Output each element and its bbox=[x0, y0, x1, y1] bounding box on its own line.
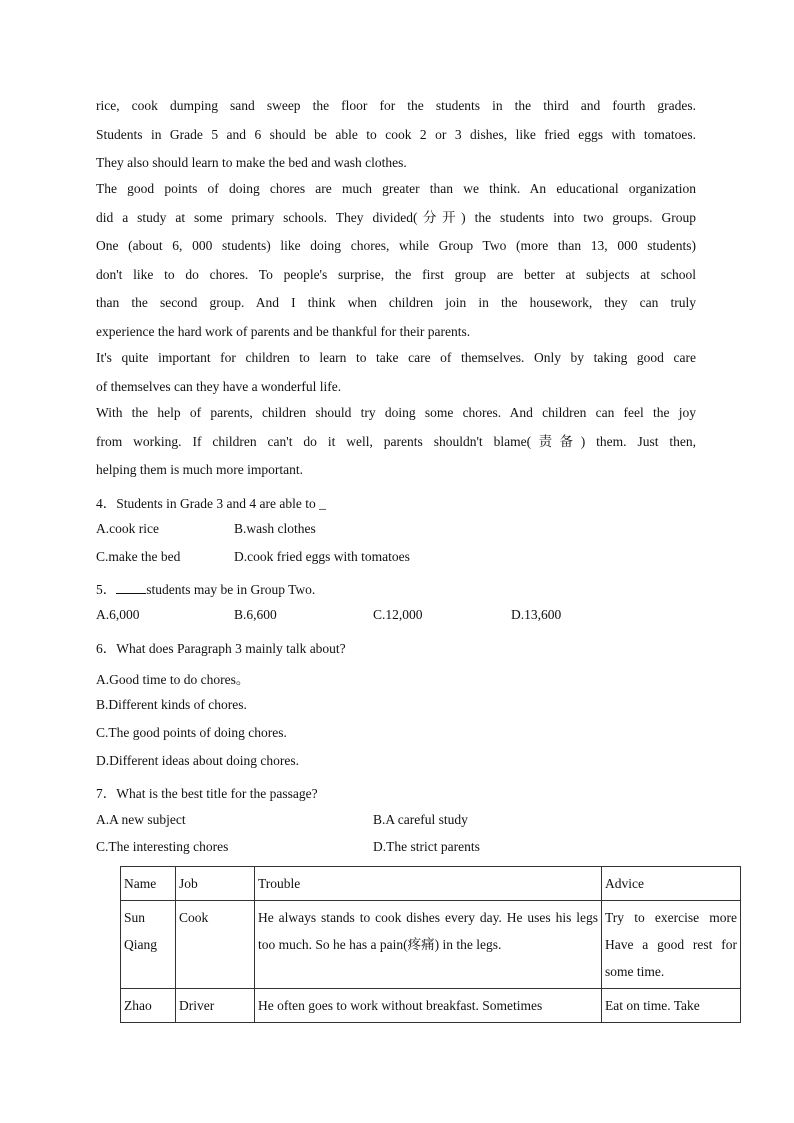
question-4-option-b: B.wash clothes bbox=[234, 521, 316, 536]
header-name: Name bbox=[121, 867, 176, 901]
text-line: than the second group. And I think when children join in the housework, they can truly bbox=[96, 295, 696, 310]
passage-paragraph-4 bbox=[96, 399, 696, 485]
passage-paragraph-3 bbox=[96, 344, 696, 401]
question-6-option-b: B.Different kinds of chores. bbox=[96, 697, 247, 712]
header-trouble: Trouble bbox=[255, 867, 602, 901]
question-7-option-c: C.The interesting chores bbox=[96, 839, 229, 854]
question-4-option-d: D.cook fried eggs with tomatoes bbox=[234, 549, 410, 564]
cell-trouble: He often goes to work without breakfast. Sometimes bbox=[255, 989, 602, 1023]
cell-job: Driver bbox=[176, 989, 255, 1023]
text-line: experience the hard work of parents and be thankful for their parents. bbox=[96, 323, 471, 339]
text-line: They also should learn to make the bed and wash clothes. bbox=[96, 155, 407, 170]
cell-trouble: He always stands to cook dishes every day. He uses his legs too much. So he has a pain(疼痛) in the legs. bbox=[255, 901, 602, 989]
text-line: It's quite important for children to learn to take care of themselves. Only by taking good care bbox=[96, 350, 696, 365]
table-row bbox=[121, 989, 741, 1023]
question-7-option-d: D.The strict parents bbox=[373, 839, 480, 854]
text-line: from working. If children can't do it well, parents shouldn't blame(责备) them. Just then, bbox=[96, 433, 696, 449]
question-5-stem bbox=[96, 578, 315, 598]
question-5-option-c: C.12,000 bbox=[373, 607, 423, 622]
cell-advice: Try to exercise more Have a good rest for some time. bbox=[602, 901, 741, 989]
question-4-option-c: C.make the bed bbox=[96, 549, 181, 564]
cell-advice: Eat on time. Take bbox=[602, 989, 741, 1023]
text-line: One (about 6, 000 students) like doing chores, while Group Two (more than 13, 000 students) bbox=[96, 238, 696, 253]
question-5-number: 5． bbox=[96, 582, 117, 597]
question-5-text: students may be in Group Two. bbox=[146, 582, 316, 597]
question-5-option-d: D.13,600 bbox=[511, 607, 562, 622]
question-6-option-a: A.Good time to do chores。 bbox=[96, 672, 250, 687]
text-line: The good points of doing chores are much greater than we think. An educational organization bbox=[96, 181, 696, 196]
question-7-option-b: B.A careful study bbox=[373, 812, 468, 827]
header-advice: Advice bbox=[602, 867, 741, 901]
text-line: did a study at some primary schools. They divided(分开) the students into two groups. Group bbox=[96, 209, 696, 225]
text-line: rice, cook dumping sand sweep the floor for the students in the third and fourth grades. bbox=[96, 98, 696, 113]
table-header-row bbox=[121, 867, 741, 901]
passage-paragraph-1 bbox=[96, 92, 696, 178]
question-6-stem: 6．What does Paragraph 3 mainly talk about? bbox=[96, 641, 346, 656]
text-line: of themselves can they have a wonderful life. bbox=[96, 378, 342, 394]
text-line: don't like to do chores. To people's surprise, the first group are better at subjects at school bbox=[96, 266, 696, 282]
question-6-option-d: D.Different ideas about doing chores. bbox=[96, 753, 299, 768]
text-line: helping them is much more important. bbox=[96, 462, 303, 477]
question-5-option-a: A.6,000 bbox=[96, 607, 140, 622]
question-6-option-c: C.The good points of doing chores. bbox=[96, 725, 287, 740]
question-5-option-b: B.6,600 bbox=[234, 607, 277, 622]
passage-paragraph-2 bbox=[96, 175, 696, 346]
cell-name: Zhao bbox=[121, 989, 176, 1023]
job-trouble-table bbox=[120, 866, 741, 1023]
text-line: Students in Grade 5 and 6 should be able to cook 2 or 3 dishes, like fried eggs with tomatoes. bbox=[96, 126, 696, 142]
cell-job: Cook bbox=[176, 901, 255, 989]
question-7-stem: 7．What is the best title for the passage? bbox=[96, 786, 318, 801]
question-4-option-a: A.cook rice bbox=[96, 521, 159, 536]
answer-blank bbox=[116, 579, 146, 594]
cell-name: Sun Qiang bbox=[121, 901, 176, 989]
text-line: With the help of parents, children should try doing some chores. And children can feel the joy bbox=[96, 405, 696, 420]
table-row bbox=[121, 901, 741, 989]
question-7-option-a: A.A new subject bbox=[96, 812, 186, 827]
header-job: Job bbox=[176, 867, 255, 901]
question-4-stem: 4．Students in Grade 3 and 4 are able to _ bbox=[96, 496, 326, 511]
